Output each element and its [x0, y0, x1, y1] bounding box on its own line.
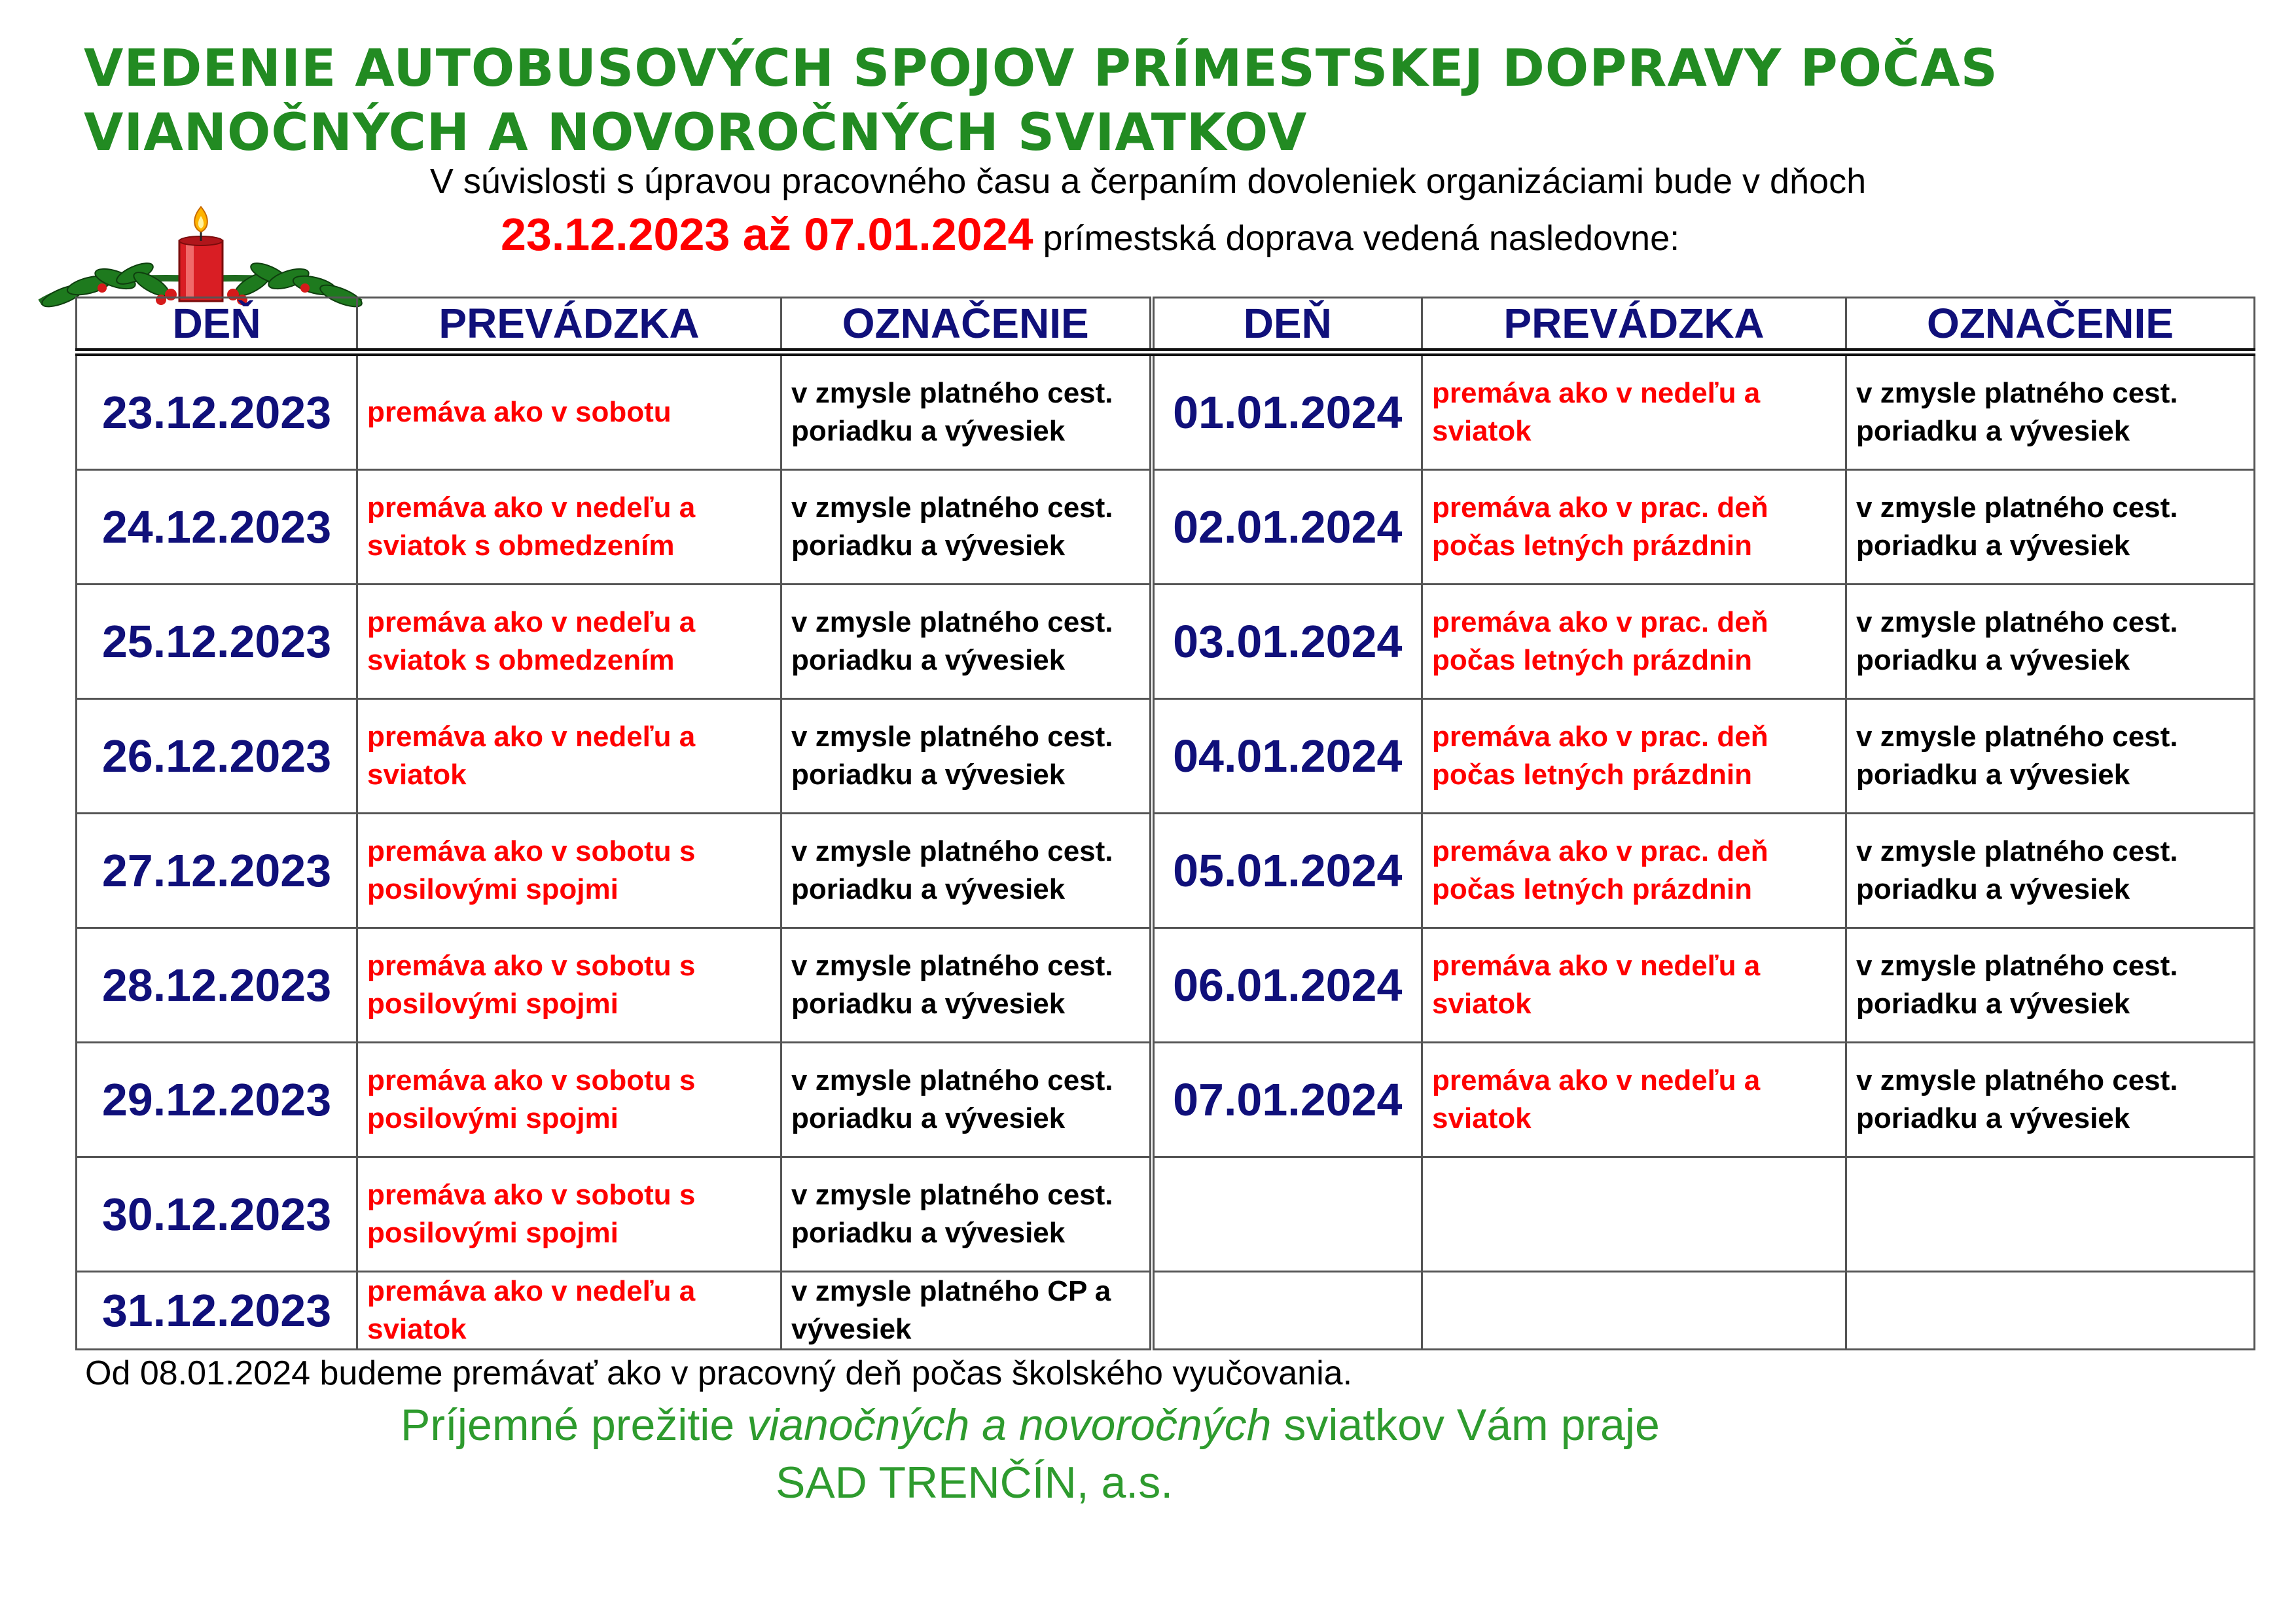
- marking-cell: v zmysle platného cest. poriadku a vývesiek: [1846, 585, 2255, 699]
- operation-cell: premáva ako v sobotu s posilovými spojmi: [357, 1157, 781, 1272]
- table-row: [77, 1043, 2255, 1157]
- document-title: [84, 37, 2244, 165]
- operation-cell: premáva ako v nedeľu a sviatok: [1422, 928, 1846, 1043]
- day-cell: [1152, 1157, 1422, 1272]
- greeting-line: [401, 1399, 1660, 1451]
- day-cell: 03.01.2024: [1152, 585, 1422, 699]
- day-cell: 05.01.2024: [1152, 814, 1422, 928]
- marking-cell: v zmysle platného cest. poriadku a vývesiek: [781, 585, 1152, 699]
- marking-cell: [1846, 1272, 2255, 1350]
- header-row: [77, 298, 2255, 353]
- marking-cell: v zmysle platného cest. poriadku a vývesiek: [781, 699, 1152, 814]
- marking-cell: v zmysle platného cest. poriadku a vývesiek: [781, 470, 1152, 585]
- marking-cell: v zmysle platného cest. poriadku a vývesiek: [1846, 352, 2255, 470]
- operation-cell: premáva ako v nedeľu a sviatok: [1422, 352, 1846, 470]
- day-cell: [1152, 1272, 1422, 1350]
- operation-cell: premáva ako v nedeľu a sviatok: [1422, 1043, 1846, 1157]
- header-day: DEŇ: [1152, 298, 1422, 353]
- header-operation: PREVÁDZKA: [357, 298, 781, 353]
- operation-cell: premáva ako v prac. deň počas letných prázdnin: [1422, 814, 1846, 928]
- marking-cell: v zmysle platného cest. poriadku a vývesiek: [781, 1043, 1152, 1157]
- marking-cell: v zmysle platného cest. poriadku a vývesiek: [1846, 699, 2255, 814]
- day-cell: 06.01.2024: [1152, 928, 1422, 1043]
- header-day: DEŇ: [77, 298, 357, 353]
- operation-cell: premáva ako v prac. deň počas letných prázdnin: [1422, 699, 1846, 814]
- title-line-2: VIANOČNÝCH A NOVOROČNÝCH SVIATKOV: [84, 103, 1308, 162]
- marking-cell: [1846, 1157, 2255, 1272]
- intro-line-1: V súvislosti s úpravou pracovného času a čerpaním dovoleniek organizáciami bude v dňoch: [429, 162, 1867, 201]
- marking-cell: v zmysle platného cest. poriadku a vývesiek: [1846, 928, 2255, 1043]
- operation-cell: premáva ako v nedeľu a sviatok s obmedzením: [357, 470, 781, 585]
- table-row: [77, 1272, 2255, 1350]
- intro-line-2: [501, 208, 1679, 261]
- day-cell: 24.12.2023: [77, 470, 357, 585]
- day-cell: 26.12.2023: [77, 699, 357, 814]
- header-marking: OZNAČENIE: [781, 298, 1152, 353]
- operation-cell: premáva ako v prac. deň počas letných prázdnin: [1422, 470, 1846, 585]
- day-cell: 29.12.2023: [77, 1043, 357, 1157]
- day-cell: 30.12.2023: [77, 1157, 357, 1272]
- operation-cell: premáva ako v sobotu: [357, 352, 781, 470]
- header-operation: PREVÁDZKA: [1422, 298, 1846, 353]
- day-cell: 27.12.2023: [77, 814, 357, 928]
- day-cell: 28.12.2023: [77, 928, 357, 1043]
- footer-note: Od 08.01.2024 budeme premávať ako v pracovný deň počas školského vyučovania.: [85, 1354, 1353, 1392]
- table-row: [77, 470, 2255, 585]
- operation-cell: premáva ako v sobotu s posilovými spojmi: [357, 814, 781, 928]
- table-row: [77, 699, 2255, 814]
- day-cell: 01.01.2024: [1152, 352, 1422, 470]
- marking-cell: v zmysle platného cest. poriadku a vývesiek: [781, 928, 1152, 1043]
- marking-cell: v zmysle platného cest. poriadku a vývesiek: [1846, 470, 2255, 585]
- table-row: [77, 352, 2255, 470]
- day-cell: 31.12.2023: [77, 1272, 357, 1350]
- table-row: [77, 585, 2255, 699]
- operation-cell: premáva ako v sobotu s posilovými spojmi: [357, 928, 781, 1043]
- greeting-pre: Príjemné prežitie: [401, 1400, 747, 1450]
- greeting-post: sviatkov Vám praje: [1271, 1400, 1660, 1450]
- title-line-1: VEDENIE AUTOBUSOVÝCH SPOJOV PRÍMESTSKEJ DOPRAVY POČAS: [84, 39, 1998, 98]
- operation-cell: [1422, 1157, 1846, 1272]
- operation-cell: premáva ako v nedeľu a sviatok: [357, 1272, 781, 1350]
- operation-cell: premáva ako v sobotu s posilovými spojmi: [357, 1043, 781, 1157]
- marking-cell: v zmysle platného CP a vývesiek: [781, 1272, 1152, 1350]
- day-cell: 25.12.2023: [77, 585, 357, 699]
- operation-cell: premáva ako v nedeľu a sviatok: [357, 699, 781, 814]
- operation-cell: [1422, 1272, 1846, 1350]
- day-cell: 07.01.2024: [1152, 1043, 1422, 1157]
- marking-cell: v zmysle platného cest. poriadku a vývesiek: [1846, 1043, 2255, 1157]
- operation-cell: premáva ako v nedeľu a sviatok s obmedzením: [357, 585, 781, 699]
- company-signature: SAD TRENČÍN, a.s.: [776, 1458, 1174, 1507]
- marking-cell: v zmysle platného cest. poriadku a vývesiek: [781, 352, 1152, 470]
- header-marking: OZNAČENIE: [1846, 298, 2255, 353]
- table-row: [77, 814, 2255, 928]
- operation-cell: premáva ako v prac. deň počas letných prázdnin: [1422, 585, 1846, 699]
- day-cell: 23.12.2023: [77, 352, 357, 470]
- table-row: [77, 1157, 2255, 1272]
- table-row: [77, 928, 2255, 1043]
- marking-cell: v zmysle platného cest. poriadku a vývesiek: [781, 1157, 1152, 1272]
- day-cell: 02.01.2024: [1152, 470, 1422, 585]
- marking-cell: v zmysle platného cest. poriadku a vývesiek: [1846, 814, 2255, 928]
- service-period-dates: 23.12.2023 až 07.01.2024: [501, 209, 1033, 260]
- marking-cell: v zmysle platného cest. poriadku a vývesiek: [781, 814, 1152, 928]
- schedule-table: [75, 297, 2255, 1350]
- greeting-italic: vianočných a novoročných: [747, 1400, 1272, 1450]
- day-cell: 04.01.2024: [1152, 699, 1422, 814]
- intro-line-2-rest: prímestská doprava vedená nasledovne:: [1033, 219, 1680, 258]
